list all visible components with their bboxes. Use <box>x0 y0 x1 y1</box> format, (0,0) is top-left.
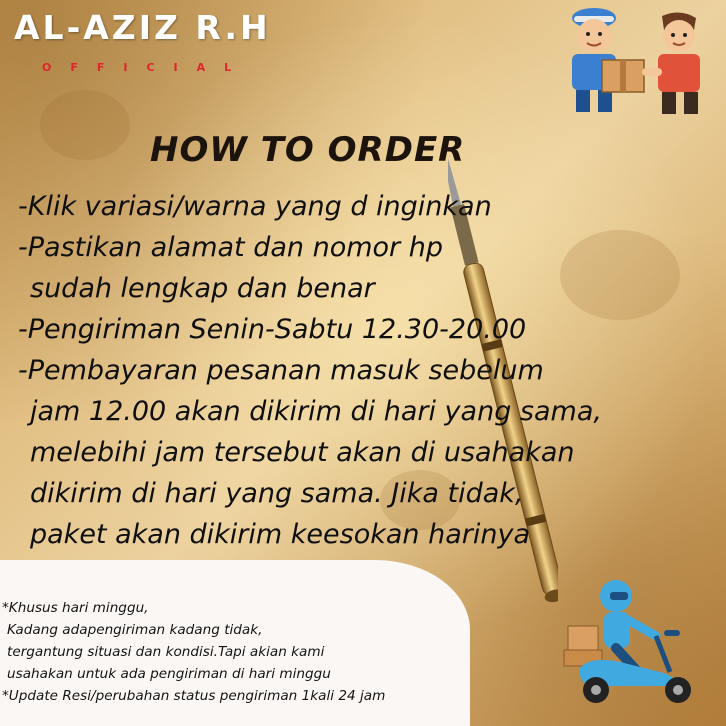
brand-subtitle: OFFICIAL <box>42 61 251 74</box>
order-step: -Pastikan alamat dan nomor hp <box>18 232 443 263</box>
note-line: *Update Resi/perubahan status pengiriman 1kali 24 jam <box>2 688 386 704</box>
note-line: Kadang adapengiriman kadang tidak, <box>7 622 263 638</box>
order-step: -Klik variasi/warna yang d inginkan <box>18 191 492 222</box>
order-step: melebihi jam tersebut akan di usahakan <box>30 437 575 468</box>
brand-name: AL-AZIZ R.H <box>14 8 271 47</box>
order-steps-list <box>18 186 602 555</box>
order-step: -Pembayaran pesanan masuk sebelum <box>18 355 544 386</box>
notes-list <box>2 597 385 707</box>
order-step: dikirim di hari yang sama. Jika tidak, <box>30 478 524 509</box>
note-line: usahakan untuk ada pengiriman di hari minggu <box>7 666 331 682</box>
paper-stain <box>40 90 130 160</box>
delivery-scooter-icon <box>560 576 710 706</box>
order-step: sudah lengkap dan benar <box>30 273 375 304</box>
note-line: *Khusus hari minggu, <box>2 600 149 616</box>
note-line: tergantung situasi dan kondisi.Tapi akian kami <box>7 644 325 660</box>
order-step: -Pengiriman Senin-Sabtu 12.30-20.00 <box>18 314 527 345</box>
order-step: paket akan dikirim keesokan harinya <box>30 519 531 550</box>
courier-handing-package-icon <box>562 8 702 120</box>
page-title: HOW TO ORDER <box>150 130 466 170</box>
order-step: jam 12.00 akan dikirim di hari yang sama, <box>30 396 602 427</box>
